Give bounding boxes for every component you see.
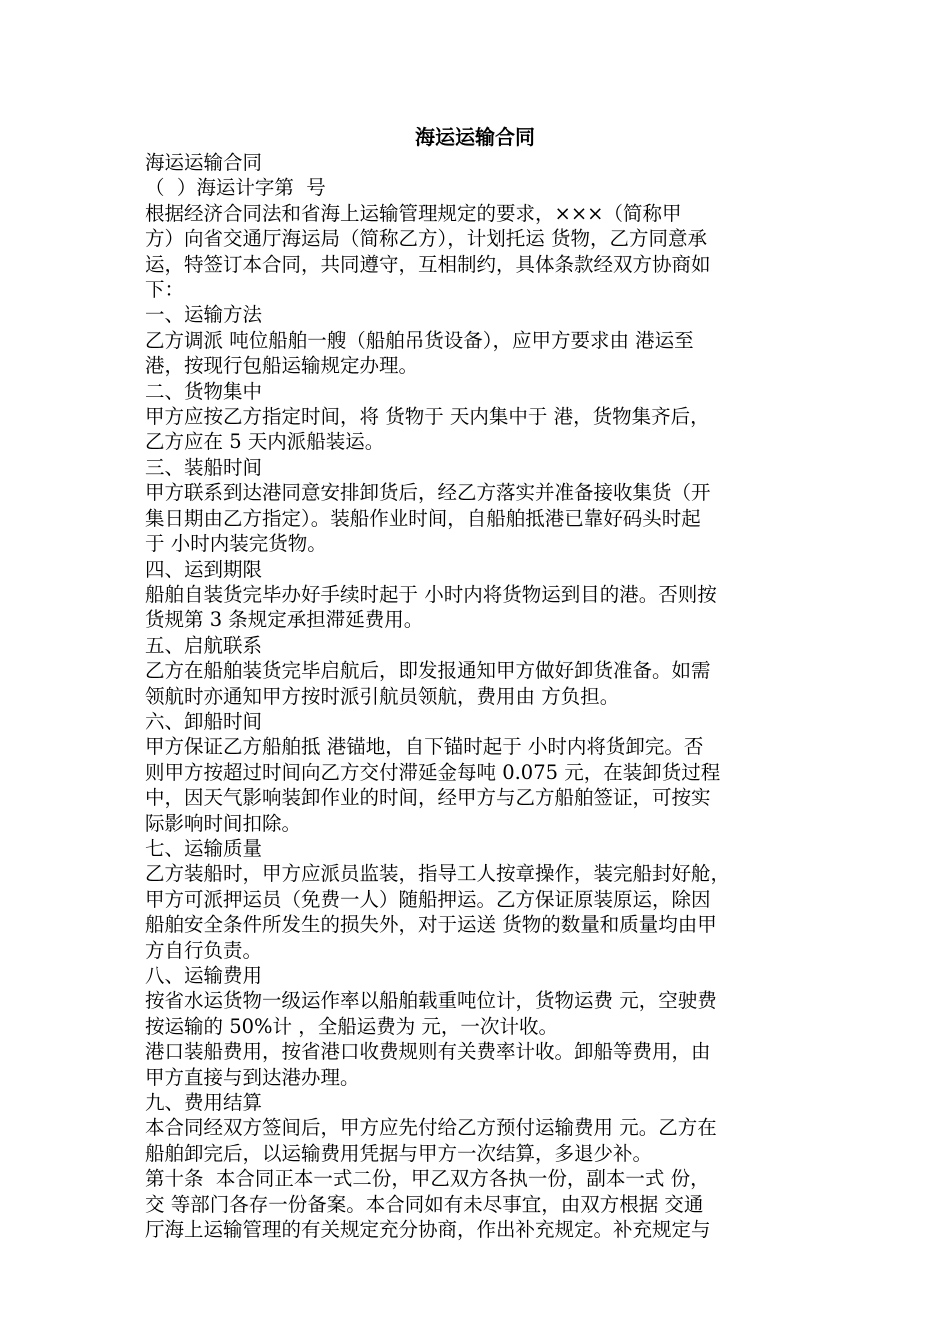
document-line: 三、装船时间 <box>145 455 263 479</box>
document-line: 方）向省交通厅海运局（简称乙方），计划托运 货物，乙方同意承 <box>145 227 707 251</box>
document-line: 按运输的 50%计 ，全船运费为 元，一次计收。 <box>145 1014 558 1038</box>
document-line: 甲方直接与到达港办理。 <box>145 1065 360 1089</box>
document-line: 甲方可派押运员（免费一人）随船押运。乙方保证原装原运，除因 <box>145 887 711 911</box>
document-line: 甲方应按乙方指定时间，将 货物于 天内集中于 港，货物集齐后， <box>145 405 710 429</box>
document-line: 港，按现行包船运输规定办理。 <box>145 354 419 378</box>
document-line: 船舶卸完后，以运输费用凭据与甲方一次结算，多退少补。 <box>145 1141 653 1165</box>
document-line: 本合同经双方签间后，甲方应先付给乙方预付运输费用 元。乙方在 <box>145 1116 717 1140</box>
document-line: 五、启航联系 <box>145 633 263 657</box>
document-line: 集日期由乙方指定）。装船作业时间，自船舶抵港已靠好码头时起 <box>145 506 701 530</box>
document-line: 际影响时间扣除。 <box>145 811 302 835</box>
document-title: 海运运输合同 <box>415 125 535 149</box>
document-line: 九、费用结算 <box>145 1091 263 1115</box>
document-body <box>145 150 815 1242</box>
document-line: 甲方联系到达港同意安排卸货后，经乙方落实并准备接收集货（开 <box>145 481 711 505</box>
document-line: 二、货物集中 <box>145 379 263 403</box>
document-line: 海运运输合同 <box>145 151 263 174</box>
document-line: 下： <box>145 278 185 302</box>
document-line: 船舶安全条件所发生的损失外，对于运送 货物的数量和质量均由甲 <box>145 913 717 937</box>
document-line: 一、运输方法 <box>145 303 263 327</box>
document-line: 乙方装船时，甲方应派员监装，指导工人按章操作，装完船封好舱， <box>145 862 731 886</box>
document-line: 乙方调派 吨位船舶一艘（船舶吊货设备），应甲方要求由 港运至 <box>145 328 694 352</box>
document-line: 于 小时内装完货物。 <box>145 532 327 556</box>
document-line: 交 等部门各存一份备案。本合同如有未尽事宜，由双方根据 交通 <box>145 1192 704 1216</box>
document-line: 方自行负责。 <box>145 938 263 962</box>
document-line: 七、运输质量 <box>145 836 263 860</box>
document-line: 按省水运货物一级运作率以船舶载重吨位计，货物运费 元，空驶费 <box>145 989 717 1013</box>
document-line: 甲方保证乙方船舶抵 港锚地，自下锚时起于 小时内将货卸完。否 <box>145 735 704 759</box>
document-line: 六、卸船时间 <box>145 709 263 733</box>
document-line: 乙方应在 5 天内派船装运。 <box>145 430 385 454</box>
document-line: 根据经济合同法和省海上运输管理规定的要求，×××（简称甲 <box>145 201 682 225</box>
document-line: 船舶自装货完毕办好手续时起于 小时内将货物运到目的港。否则按 <box>145 582 717 606</box>
document-line: 中，因天气影响装卸作业的时间，经甲方与乙方船舶签证，可按实 <box>145 786 711 810</box>
document-line: 乙方在船舶装货完毕启航后，即发报通知甲方做好卸货准备。如需 <box>145 659 711 683</box>
document-line: 四、运到期限 <box>145 557 263 581</box>
document-line: 厅海上运输管理的有关规定充分协商，作出补充规定。补充规定与 <box>145 1218 711 1242</box>
document-line: 运，特签订本合同，共同遵守，互相制约，具体条款经双方协商如 <box>145 252 711 276</box>
document-line: 八、运输费用 <box>145 964 263 987</box>
document-line: 领航时亦通知甲方按时派引航员领航，费用由 方负担。 <box>145 684 620 708</box>
document-line: 第十条 本合同正本一式二份，甲乙双方各执一份，副本一式 份， <box>145 1167 710 1191</box>
document-line: 则甲方按超过时间向乙方交付滞延金每吨 0.075 元，在装卸货过程 <box>145 760 721 784</box>
document-line: （ ）海运计字第 号 <box>145 176 326 200</box>
document-line: 货规第 3 条规定承担滞延费用。 <box>145 608 424 632</box>
document-line: 港口装船费用，按省港口收费规则有关费率计收。卸船等费用，由 <box>145 1040 711 1064</box>
